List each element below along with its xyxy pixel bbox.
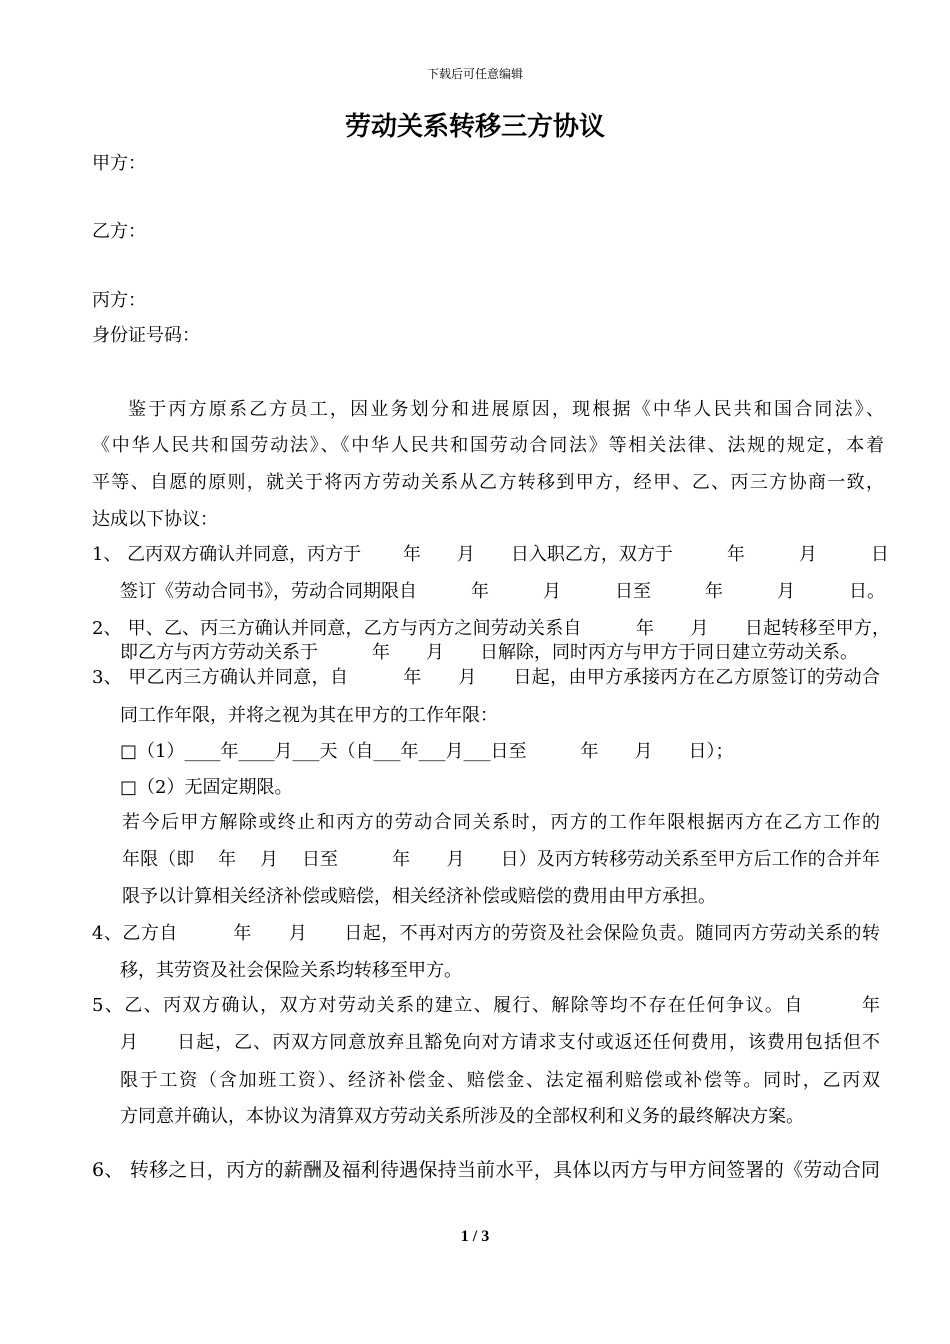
clause-6-line-1: 6、 转移之日，丙方的薪酬及福利待遇保持当前水平，具体以丙方与甲方间签署的《劳动合同 — [92, 1159, 880, 1181]
clause-1-line-2: 签订《劳动合同书》，劳动合同期限自 年 月 日至 年 月 日。 — [120, 581, 885, 602]
clause-3-line-3: 若今后甲方解除或终止和丙方的劳动合同关系时，丙方的工作年限根据丙方在乙方工作的 — [122, 812, 880, 833]
page-number: 1 / 3 — [460, 1228, 490, 1245]
preamble-line-3: 平等、自愿的原则，就关于将丙方劳动关系从乙方转移到甲方，经甲、乙、丙三方协商一致， — [92, 472, 884, 493]
clause-3-line-2: 同工作年限，并将之视为其在甲方的工作年限： — [120, 705, 498, 726]
clause-5-line-4: 方同意并确认，本协议为清算双方劳动关系所涉及的全部权利和义务的最终解决方案。 — [120, 1106, 804, 1127]
clause-5-line-1: 5、乙、丙双方确认，双方对劳动关系的建立、履行、解除等均不存在任何争议。自 年 — [92, 995, 880, 1016]
clause-2-line-2: 即乙方与丙方劳动关系于 年 月 日解除，同时丙方与甲方于同日建立劳动关系。 — [120, 642, 858, 663]
party-b-label: 乙方： — [92, 221, 146, 242]
clause-3-line-4: 年限（即 年 月 日至 年 月 日）及丙方转移劳动关系至甲方后工作的合并年 — [122, 849, 880, 870]
clause-1-line-1: 1、 乙丙双方确认并同意，丙方于 年 月 日入职乙方，双方于 年 月 日 — [92, 544, 889, 565]
party-c-label: 丙方： — [92, 290, 146, 311]
clause-2-line-1: 2、 甲、乙、丙三方确认并同意，乙方与丙方之间劳动关系自 年 月 日起转移至甲方， — [92, 618, 890, 639]
clause-3-option-2: □（2）无固定期限。 — [120, 777, 293, 798]
clause-4-line-1: 4、乙方自 年 月 日起，不再对丙方的劳资及社会保险负责。随同丙方劳动关系的转 — [92, 923, 880, 944]
preamble-line-2: 《中华人民共和国劳动法》、《中华人民共和国劳动合同法》等相关法律、法规的规定，本着 — [92, 435, 884, 456]
id-number-label: 身份证号码： — [92, 325, 200, 346]
header-note: 下载后可任意编辑 — [426, 67, 523, 81]
page-title: 劳动关系转移三方协议 — [344, 112, 605, 142]
clause-4-line-2: 移，其劳资及社会保险关系均转移至甲方。 — [120, 960, 462, 981]
clause-3-line-1: 3、 甲乙丙三方确认并同意，自 年 月 日起，由甲方承接丙方在乙方原签订的劳动合 — [92, 667, 880, 688]
clause-3-option-1: □（1）____年____月___天（自___年___月___日至 年 月 日）； — [120, 741, 734, 762]
preamble-line-4: 达成以下协议： — [92, 509, 218, 530]
clause-5-line-3: 限于工资（含加班工资）、经济补偿金、赔偿金、法定福利赔偿或补偿等。同时，乙丙双 — [120, 1070, 880, 1091]
preamble-line-1: 鉴于丙方原系乙方员工，因业务划分和进展原因，现根据《中华人民共和国合同法》、 — [128, 399, 884, 420]
clause-3-line-5: 限予以计算相关经济补偿或赔偿，相关经济补偿或赔偿的费用由甲方承担。 — [122, 886, 716, 907]
clause-5-line-2: 月 日起，乙、丙双方同意放弃且豁免向对方请求支付或返还任何费用，该费用包括但不 — [120, 1032, 880, 1053]
party-a-label: 甲方： — [92, 153, 146, 174]
